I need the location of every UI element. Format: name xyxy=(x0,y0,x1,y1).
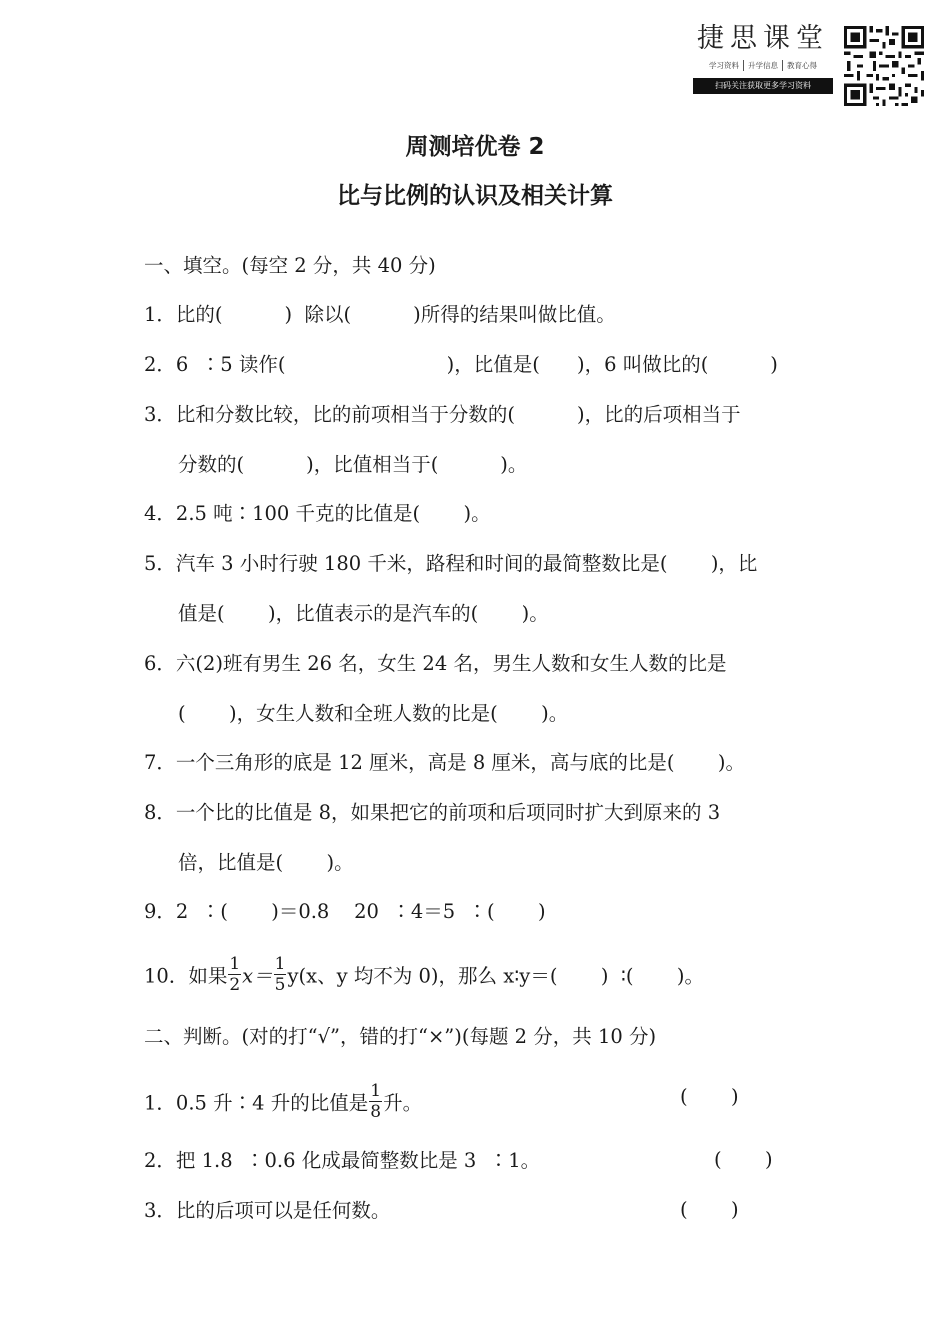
brand-bar: 扫码关注获取更多学习资料 xyxy=(693,78,833,94)
page-subtitle: 比与比例的认识及相关计算 xyxy=(337,183,613,209)
section-heading: 二、判断。(对的打“√”，错的打“×”)(每题 2 分，共 10 分) xyxy=(144,1025,657,1048)
question-5-line2: 值是( )，比值表示的是汽车的( )。 xyxy=(178,602,549,625)
question-3-line2: 分数的( )，比值相当于( )。 xyxy=(178,453,528,476)
page-title: 周测培优卷 2 xyxy=(405,134,545,160)
question-8-line1: 8．一个比的比值是 8，如果把它的前项和后项同时扩大到原来的 3 xyxy=(144,801,721,824)
answer-paren[interactable]: ( ) xyxy=(680,1085,739,1108)
question-1: 1．比的( ) 除以( )所得的结果叫做比值。 xyxy=(144,303,616,326)
brand-tag: 教育心得 xyxy=(787,61,817,70)
brand-name: 捷思课堂 xyxy=(697,23,829,54)
question-10 xyxy=(144,954,705,996)
question-4: 4．2.5 吨∶100 千克的比值是( )。 xyxy=(144,502,491,525)
question-9: 9．2 ∶( )＝0.8 20 ∶4＝5 ∶( ) xyxy=(144,900,546,923)
qr-code-icon xyxy=(844,26,924,106)
judge-3: 3．比的后项可以是任何数。 xyxy=(144,1199,391,1222)
fraction-denominator: 2 xyxy=(229,975,241,995)
brand-tag: 升学信息 xyxy=(744,60,783,71)
brand-block xyxy=(693,22,833,94)
q10-mid1: x＝ xyxy=(242,964,273,988)
fraction xyxy=(274,956,287,994)
question-3-line1: 3．比和分数比较，比的前项相当于分数的( )，比的后项相当于 xyxy=(144,403,741,426)
fraction-numerator: 1 xyxy=(274,954,286,974)
judge-1 xyxy=(144,1081,423,1123)
answer-paren[interactable]: ( ) xyxy=(680,1198,739,1221)
fraction-numerator: 1 xyxy=(229,954,241,974)
fraction-denominator: 8 xyxy=(370,1102,382,1122)
fraction xyxy=(228,956,241,994)
judge-2: 2．把 1.8 ∶0.6 化成最简整数比是 3 ∶1。 xyxy=(144,1149,541,1172)
question-8-line2: 倍，比值是( )。 xyxy=(178,851,354,874)
j1-text-after: 升。 xyxy=(383,1091,423,1115)
answer-paren[interactable]: ( ) xyxy=(714,1148,773,1171)
fraction xyxy=(369,1083,382,1121)
question-7: 7．一个三角形的底是 12 厘米，高是 8 厘米，高与底的比是( )。 xyxy=(144,751,746,774)
fraction-denominator: 5 xyxy=(274,975,286,995)
brand-tags xyxy=(693,60,833,71)
j1-text: 1．0.5 升∶4 升的比值是 xyxy=(144,1091,369,1115)
question-5-line1: 5．汽车 3 小时行驶 180 千米，路程和时间的最简整数比是( )，比 xyxy=(144,552,758,575)
q10-prefix: 10．如果 xyxy=(144,964,228,988)
question-6-line1: 6．六(2)班有男生 26 名，女生 24 名，男生人数和女生人数的比是 xyxy=(144,652,727,675)
question-6-line2: ( )，女生人数和全班人数的比是( )。 xyxy=(178,702,569,725)
q10-mid2: y(x、y 均不为 0)，那么 x∶y＝( ) ∶( )。 xyxy=(287,964,705,988)
fraction-numerator: 1 xyxy=(370,1081,382,1101)
question-2: 2．6 ∶5 读作( )，比值是( )，6 叫做比的( ) xyxy=(144,353,778,376)
brand-tag: 学习资料 xyxy=(705,60,744,71)
section-heading: 一、填空。(每空 2 分，共 40 分) xyxy=(144,254,436,277)
